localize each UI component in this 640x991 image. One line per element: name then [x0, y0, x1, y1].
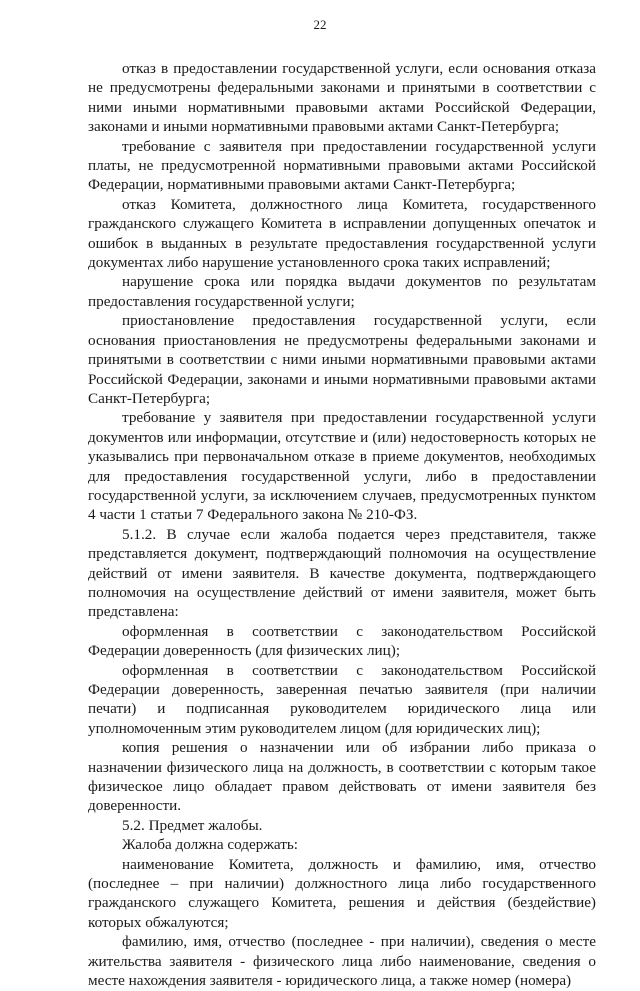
paragraph-violation-of-issue-terms: нарушение срока или порядка выдачи документов по результатам предоставления государственной услуги;	[88, 273, 596, 310]
paragraph-power-of-attorney-legal-entities: оформленная в соответствии с законодательством Российской Федерации доверенность, заверенная печатью заявителя (при наличии печати) и подписанная руководителем юридического лица или уполномоченным этим руководителем лицом (для юридических лиц);	[88, 661, 596, 737]
paragraph-power-of-attorney-individuals: оформленная в соответствии с законодательством Российской Федерации доверенность (для физических лиц);	[88, 622, 596, 660]
page-number: 22	[313, 17, 327, 32]
paragraph-document-requirement: требование у заявителя при предоставлении государственной услуги документов или информации, отсутствие и (или) недостоверность которых не указывались при первоначальном отказе в приеме документов, необходимых для предоставления государственной услуги, либо в предоставлении государственной услуги, за исключением случаев, предусмотренных пунктом 4 части 1 статьи 7 Федерального закона № 210-ФЗ.	[88, 409, 596, 524]
paragraph-section-5-2-heading: 5.2. Предмет жалобы.	[122, 816, 263, 834]
paragraph-complaint-must-contain: Жалоба должна содержать:	[122, 836, 298, 854]
paragraph-committee-name-requirement: наименование Комитета, должность и фамилию, имя, отчество (последнее – при наличии) должностного лица либо государственного гражданского служащего Комитета, решения и действия (бездействие) которых обжалуются;	[88, 855, 596, 931]
paragraph-fee-requirement: требование с заявителя при предоставлении государственной услуги платы, не предусмотренной нормативными правовыми актами Российской Федерации, нормативными правовыми актами Санкт-Петербурга;	[88, 137, 596, 194]
paragraph-appointment-decision-copy: копия решения о назначении или об избрании либо приказа о назначении физического лица на должность, в соответствии с которым такое физическое лицо обладает правом действовать от имени заявителя без доверенности.	[88, 739, 596, 815]
paragraph-refusal-of-service: отказ в предоставлении государственной услуги, если основания отказа не предусмотрены федеральными законами и принятыми в соответствии с ними иными нормативными правовыми актами Российской Федерации, законами и иными нормативными правовыми актами Санкт-Петербурга;	[88, 60, 596, 136]
paragraph-section-5-1-2: 5.1.2. В случае если жалоба подается через представителя, также представляется документ, подтверждающий полномочия на осуществление действий от имени заявителя. В качестве документа, подтверждающего полномочия на осуществление действий от имени заявителя, может быть представлена:	[88, 525, 596, 621]
document-body	[88, 59, 596, 991]
paragraph-suspension-of-service: приостановление предоставления государственной услуги, если основания приостановления не предусмотрены федеральными законами и принятыми в соответствии с ними иными нормативными правовыми актами Российской Федерации, законами и иными нормативными правовыми актами Санкт-Петербурга;	[88, 312, 596, 407]
paragraph-applicant-details-requirement: фамилию, имя, отчество (последнее - при наличии), сведения о месте жительства заявителя - физического лица либо наименование, сведения о месте нахождения заявителя - юридического лица, а также номер (номера)	[88, 933, 596, 990]
paragraph-refusal-to-correct-errors: отказ Комитета, должностного лица Комитета, государственного гражданского служащего Комитета в исправлении допущенных опечаток и ошибок в выданных в результате предоставления государственной услуги документах либо нарушение установленного срока таких исправлений;	[88, 195, 596, 272]
